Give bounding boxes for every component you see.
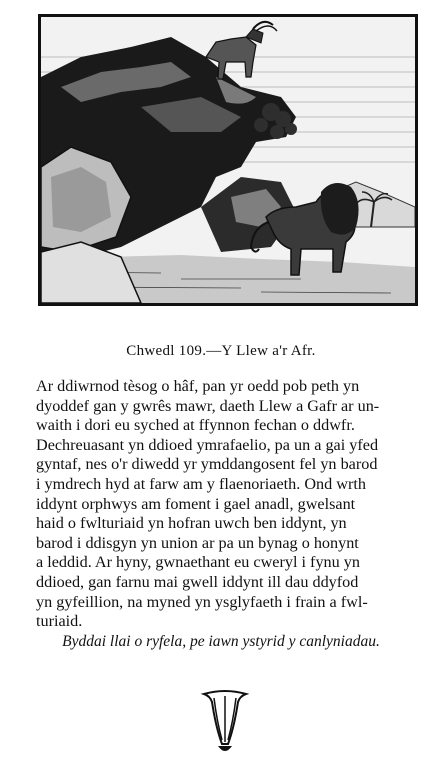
body-line: Dechreuasant yn ddioed ymrafaelio, pa un a gai yfed xyxy=(36,435,379,454)
fable-moral: Byddai llai o ryfela, pe iawn ystyrid y canlyniadau. xyxy=(62,633,380,650)
body-line: waith i dori eu syched at ffynnon fechan o ddwfr. xyxy=(36,416,355,435)
lion-and-goat-engraving xyxy=(41,17,415,303)
body-line: gyntaf, nes o'r diwedd yr ymddangosent fel yn barod xyxy=(36,455,378,474)
tailpiece-ornament-icon xyxy=(200,688,250,758)
body-line: Ar ddiwrnod tèsog o hâf, pan yr oedd pob peth yn xyxy=(36,377,360,395)
fable-title: Chwedl 109.—Y Llew a'r Afr. xyxy=(126,343,316,359)
body-line: barod i ddisgyn yn union ar pa un bynag o honynt xyxy=(36,533,359,552)
fable-illustration xyxy=(38,14,418,306)
body-line: ddioed, gan farnu mai gwell iddynt ill dau ddyfod xyxy=(36,572,359,591)
body-line: yn gyfeillion, na myned yn ysglyfaeth i frain a fwl- xyxy=(36,592,368,611)
body-line: i ymdrech hyd at farw am y flaenoriaeth. Ond wrth xyxy=(36,474,366,493)
body-line: iddynt orphwys am foment i gael anadl, gwelsant xyxy=(36,494,356,513)
body-line: dyoddef gan y gwrês mawr, daeth Llew a Gafr ar un- xyxy=(36,396,380,415)
fable-body xyxy=(36,377,428,632)
body-line: turiaid. xyxy=(36,612,83,631)
body-line: haid o fwlturiaid yn hofran uwch ben iddynt, yn xyxy=(36,514,347,533)
body-line: a leddid. Ar hyny, gwnaethant eu cweryl i fynu yn xyxy=(36,553,360,572)
